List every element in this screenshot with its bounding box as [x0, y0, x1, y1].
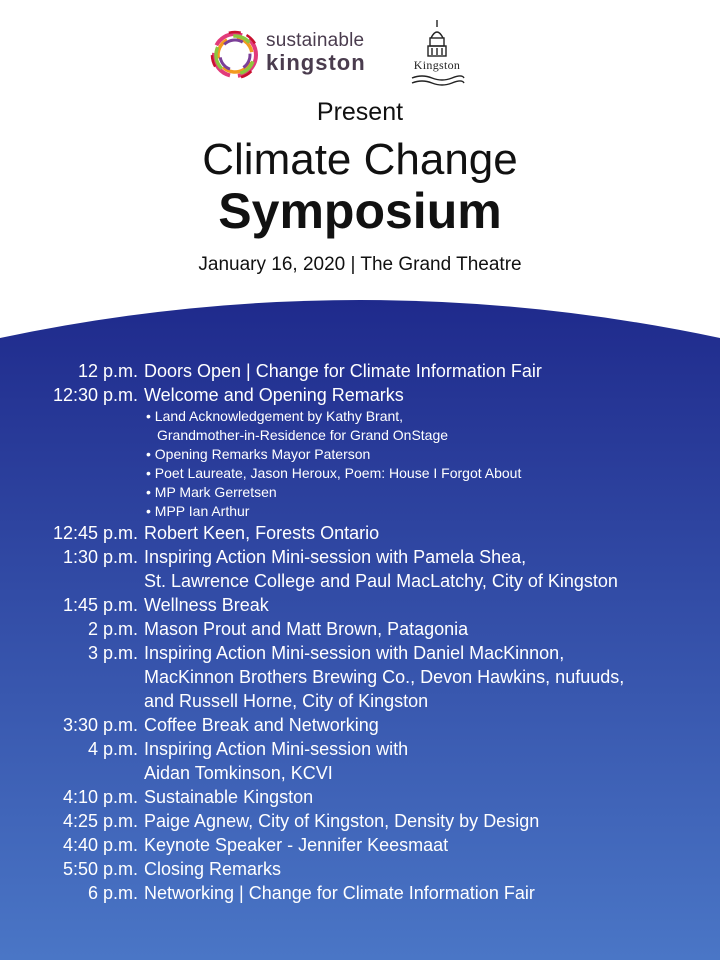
schedule-description: Inspiring Action Mini-session with: [144, 739, 409, 759]
title-symposium: Symposium: [218, 183, 502, 239]
schedule-description: Sustainable Kingston: [144, 787, 314, 807]
schedule-bullet: [0, 445, 720, 464]
schedule-row: [0, 689, 720, 713]
schedule-row: [0, 833, 720, 857]
bullet-text-continued: Grandmother-in-Residence for Grand OnStage: [157, 427, 449, 443]
schedule-bullet: [0, 407, 720, 426]
schedule-time: 12:30 p.m.: [52, 385, 138, 405]
logo-line-2: kingston: [266, 50, 366, 75]
schedule-list: [0, 359, 720, 905]
schedule-time: 12:45 p.m.: [52, 523, 138, 543]
city-hall-dome-icon: [402, 18, 472, 88]
schedule-description: Networking | Change for Climate Information Fair: [144, 883, 535, 903]
schedule-row: [0, 359, 720, 383]
schedule-time: 1:45 p.m.: [62, 595, 138, 615]
bullet-text: • MPP Ian Arthur: [146, 503, 250, 519]
city-of-kingston-logo: [402, 18, 472, 88]
schedule-description: St. Lawrence College and Paul MacLatchy, City of Kingston: [144, 571, 618, 591]
schedule-bullet: [0, 502, 720, 521]
schedule-row: [0, 593, 720, 617]
bullet-text: • Poet Laureate, Jason Heroux, Poem: House I Forgot About: [146, 465, 522, 481]
sustainable-kingston-wordmark: [266, 30, 366, 74]
schedule-time: 3 p.m.: [87, 643, 138, 663]
schedule-time: 4:25 p.m.: [62, 811, 138, 831]
schedule-row: [0, 641, 720, 665]
bullet-text: • Opening Remarks Mayor Paterson: [146, 446, 371, 462]
schedule-row: [0, 809, 720, 833]
schedule-time: 4:10 p.m.: [62, 787, 138, 807]
bullet-text: • MP Mark Gerretsen: [146, 484, 277, 500]
schedule-row: [0, 881, 720, 905]
schedule-row: [0, 665, 720, 689]
schedule-row: [0, 545, 720, 569]
schedule-bullet-continued: [0, 426, 720, 445]
schedule-row: [0, 383, 720, 407]
title-climate-change: Climate Change: [202, 135, 518, 184]
poster-header: [0, 0, 720, 300]
kingston-wordmark: Kingston: [413, 58, 461, 72]
schedule-time: 3:30 p.m.: [62, 715, 138, 735]
schedule-description: Aidan Tomkinson, KCVI: [144, 763, 333, 783]
schedule-description: Doors Open | Change for Climate Information Fair: [144, 361, 542, 381]
schedule-row: [0, 737, 720, 761]
schedule-time: 4 p.m.: [87, 739, 138, 759]
schedule-description: MacKinnon Brothers Brewing Co., Devon Hawkins, nufuuds,: [144, 667, 625, 687]
date-venue: January 16, 2020 | The Grand Theatre: [198, 254, 522, 275]
schedule-description: Coffee Break and Networking: [144, 715, 379, 735]
schedule-description: Keynote Speaker - Jennifer Keesmaat: [144, 835, 449, 855]
logo-bar: [0, 18, 720, 88]
logo-line-1: sustainable: [266, 30, 365, 51]
sustainable-kingston-logo: [208, 26, 383, 86]
schedule-description: Inspiring Action Mini-session with Pamela Shea,: [144, 547, 527, 567]
schedule-row: [0, 521, 720, 545]
schedule-row: [0, 761, 720, 785]
schedule-description: Robert Keen, Forests Ontario: [144, 523, 380, 543]
schedule-description: Closing Remarks: [144, 859, 282, 879]
schedule-time: 5:50 p.m.: [62, 859, 138, 879]
schedule-description: Mason Prout and Matt Brown, Patagonia: [144, 619, 469, 639]
schedule-time: 12 p.m.: [77, 361, 138, 381]
schedule-row: [0, 569, 720, 593]
bullet-text: • Land Acknowledgement by Kathy Brant,: [146, 408, 404, 424]
schedule-row: [0, 785, 720, 809]
swirl-ring-icon: [208, 28, 262, 82]
schedule-bullet: [0, 464, 720, 483]
schedule-description: and Russell Horne, City of Kingston: [144, 691, 429, 711]
schedule-description: Wellness Break: [144, 595, 269, 615]
schedule-time: 1:30 p.m.: [62, 547, 138, 567]
schedule-bullet: [0, 483, 720, 502]
schedule-time: 4:40 p.m.: [62, 835, 138, 855]
schedule-time: 6 p.m.: [87, 883, 138, 903]
schedule-time: 2 p.m.: [87, 619, 138, 639]
schedule-row: [0, 617, 720, 641]
present-text: Present: [316, 98, 404, 126]
schedule-row: [0, 857, 720, 881]
schedule-row: [0, 713, 720, 737]
schedule-description: Inspiring Action Mini-session with Daniel MacKinnon,: [144, 643, 565, 663]
schedule-description: Paige Agnew, City of Kingston, Density by Design: [144, 811, 540, 831]
schedule-description: Welcome and Opening Remarks: [144, 385, 404, 405]
